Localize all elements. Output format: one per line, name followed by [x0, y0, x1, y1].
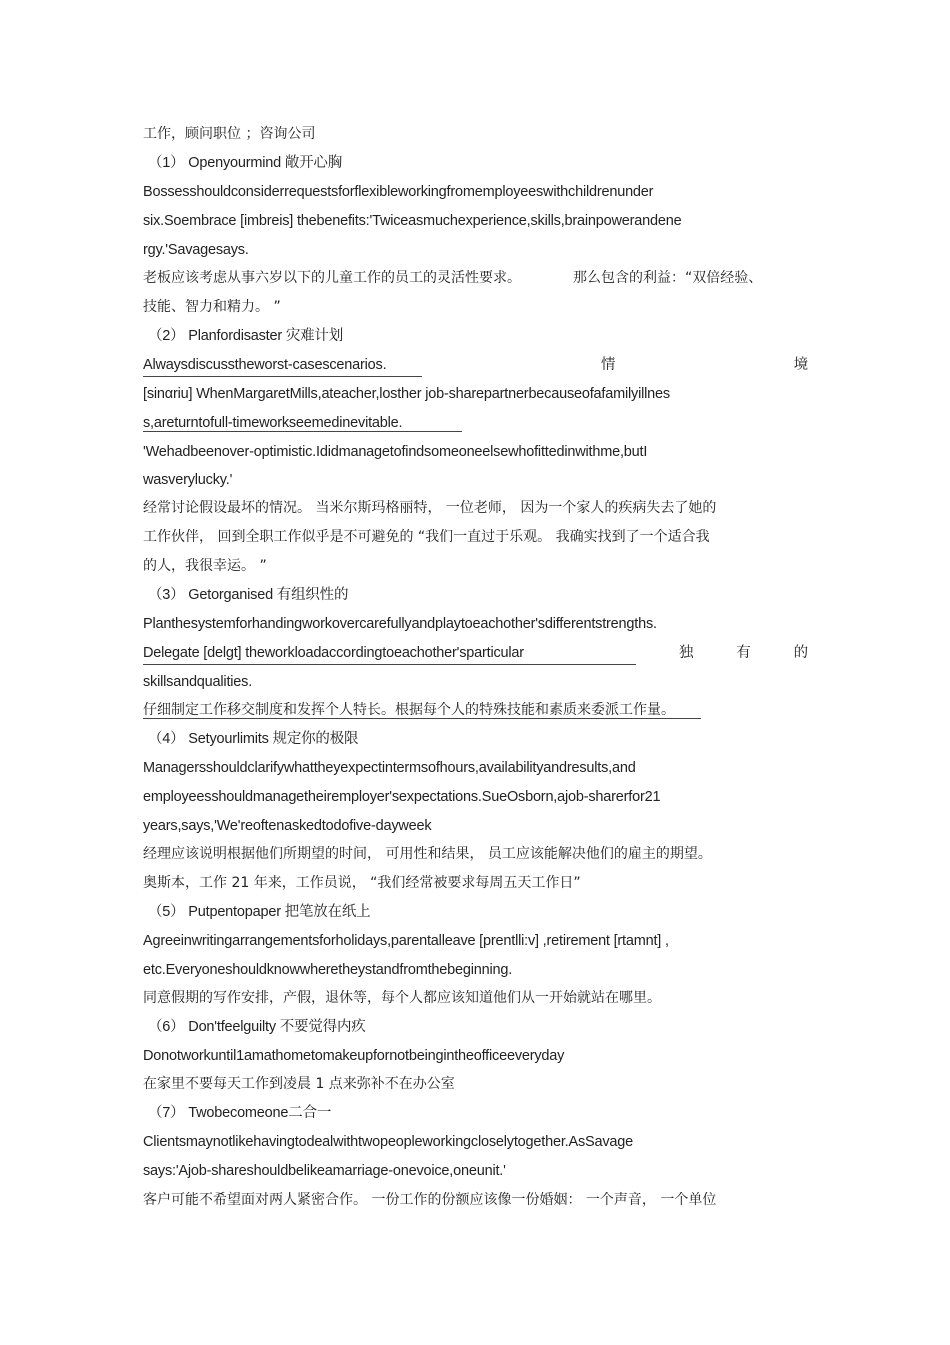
- text-line: 经常讨论假设最坏的情况。 当米尔斯玛格丽特， 一位老师， 因为一个家人的疾病失去了她的: [143, 500, 717, 516]
- text-line: 经理应该说明根据他们所期望的时间， 可用性和结果， 员工应该能解决他们的雇主的期望。: [143, 846, 712, 862]
- text-segment: s,areturntofull-timeworkseemedinevitable.: [143, 415, 462, 432]
- text-line: says:'Ajob-shareshouldbelikeamarriage-onevoice,oneunit.': [143, 1163, 506, 1179]
- text-line: 的人，我很幸运。 ”: [143, 558, 267, 574]
- text-line: [143, 353, 808, 377]
- text-line: 在家里不要每天工作到凌晨 1 点来弥补不在办公室: [143, 1076, 455, 1092]
- text-line: wasverylucky.': [143, 472, 233, 488]
- text-segment: 老板应该考虑从事六岁以下的儿童工作的员工的灵活性要求。: [143, 270, 521, 286]
- text-segment: Delegate [delgt] theworkloadaccordingtoeachother'sparticular: [143, 641, 636, 665]
- section-heading: （6） Don'tfeelguilty 不要觉得内疚: [148, 1019, 366, 1035]
- text-line: Bossesshouldconsiderrequestsforflexibleworkingfromemployeeswithchildrenunder: [143, 184, 654, 200]
- text-line: [143, 641, 808, 665]
- text-line: Agreeinwritingarrangementsforholidays,parentalleave [prentlli:v] ,retirement [rtamnt] ,: [143, 933, 669, 949]
- text-segment: 境: [793, 357, 808, 373]
- text-line: 技能、智力和精力。 ”: [143, 299, 281, 315]
- section-heading: （5） Putpentopaper 把笔放在纸上: [148, 904, 371, 920]
- text-segment: 有: [736, 645, 751, 661]
- text-line: 同意假期的写作安排，产假，退休等，每个人都应该知道他们从一开始就站在哪里。: [143, 990, 661, 1006]
- text-line: skillsandqualities.: [143, 674, 253, 690]
- section-heading: （1） Openyourmind 敞开心胸: [148, 155, 343, 171]
- text-line: Planthesystemforhandingworkovercarefullyandplaytoeachother'sdifferentstrengths.: [143, 616, 657, 632]
- text-segment: 独: [678, 645, 694, 661]
- text-line: 工作，顾问职位 ；咨询公司: [143, 126, 316, 142]
- text-line: employeesshouldmanagetheiremployer'sexpectations.SueOsborn,ajob-sharerfor21: [143, 789, 661, 805]
- text-line: [143, 266, 808, 290]
- text-line: [143, 698, 808, 722]
- text-line: rgy.'Savagesays.: [143, 242, 249, 258]
- text-line: [143, 411, 808, 435]
- text-line: etc.Everyoneshouldknowwheretheystandfromthebeginning.: [143, 962, 513, 978]
- text-line: [sinαriu] WhenMargaretMills,ateacher,losther job-sharepartnerbecauseofafamilyillnes: [143, 386, 670, 402]
- text-line: 客户可能不希望面对两人紧密合作。 一份工作的份额应该像一份婚姻： 一个声音， 一个单位: [143, 1192, 717, 1208]
- text-line: Managersshouldclarifywhattheyexpectintermsofhours,availabilityandresults,and: [143, 760, 636, 776]
- text-segment: 仔细制定工作移交制度和发挥个人特长。根据每个人的特殊技能和素质来委派工作量。: [143, 702, 701, 719]
- text-line: years,says,'We'reoftenaskedtodofive-dayweek: [143, 818, 432, 834]
- section-heading: （7） Twobecomeone二合一: [148, 1105, 332, 1121]
- text-line: Clientsmaynotlikehavingtodealwithtwopeopleworkingcloselytogether.AsSavage: [143, 1134, 633, 1150]
- text-line: 奥斯本，工作 21 年来，工作员说， “我们经常被要求每周五天工作日”: [143, 875, 581, 891]
- text-segment: 情: [600, 357, 616, 373]
- text-segment: 的: [793, 645, 808, 661]
- text-segment: 那么包含的利益：“双倍经验、: [573, 270, 763, 286]
- section-heading: （2） Planfordisaster 灾难计划: [148, 328, 344, 344]
- text-line: Donotworkuntil1amathometomakeupfornotbeingintheofficeeveryday: [143, 1048, 565, 1064]
- section-heading: （4） Setyourlimits 规定你的极限: [148, 731, 359, 747]
- text-line: six.Soembrace [imbreis] thebenefits:'Twiceasmuchexperience,skills,brainpowerandene: [143, 213, 682, 229]
- text-line: 工作伙伴， 回到全职工作似乎是不可避免的 “我们一直过于乐观。 我确实找到了一个适合我: [143, 529, 710, 545]
- text-line: 'Wehadbeenover-optimistic.Ididmanagetofindsomeoneelsewhofittedinwithme,butI: [143, 444, 648, 460]
- section-heading: （3） Getorganised 有组织性的: [148, 587, 349, 603]
- text-segment: Alwaysdiscusstheworst-casescenarios.: [143, 353, 422, 377]
